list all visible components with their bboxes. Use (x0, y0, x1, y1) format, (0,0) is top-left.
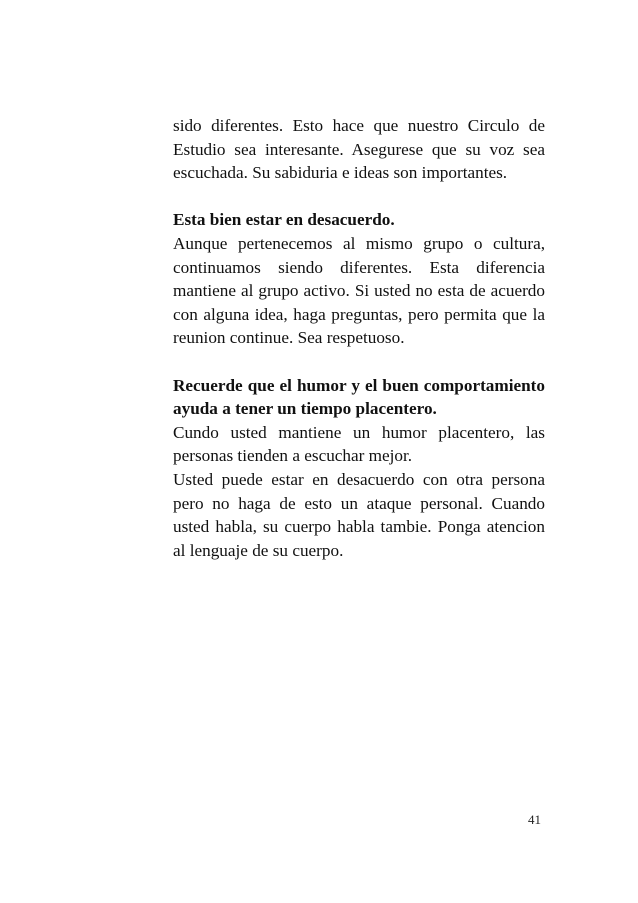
section-heading-humor: Recuerde que el humor y el buen comportamiento ayuda a tener un tiempo placentero. (173, 375, 545, 419)
paragraph-intro: sido diferentes. Esto hace que nuestro Circulo de Estudio sea interesante. Asegurese que su voz sea escuchada. Su sabiduria e ideas son importantes. (173, 116, 545, 183)
section-body-humor: Cundo usted mantiene un humor placentero, las personas tienden a escuchar mejor. (173, 422, 545, 466)
paragraph-spacer (173, 185, 545, 209)
section-body-disagree: Aunque pertenecemos al mismo grupo o cultura, continuamos siendo diferentes. Esta diferencia mantiene al grupo activo. Si usted no esta de acuerdo con alguna idea, haga preguntas, pero permita que la reunion continue. Sea respetuoso. (173, 233, 545, 348)
section-body-body-language: Usted puede estar en desacuerdo con otra persona pero no haga de esto un ataque personal. Cuando usted habla, su cuerpo habla tambie. Ponga atencion al lenguaje de su cuerpo. (173, 469, 545, 560)
section-heading-disagree: Esta bien estar en desacuerdo. (173, 210, 395, 230)
page-body (173, 114, 545, 562)
page-number: 41 (528, 812, 541, 827)
paragraph-spacer (173, 350, 545, 374)
